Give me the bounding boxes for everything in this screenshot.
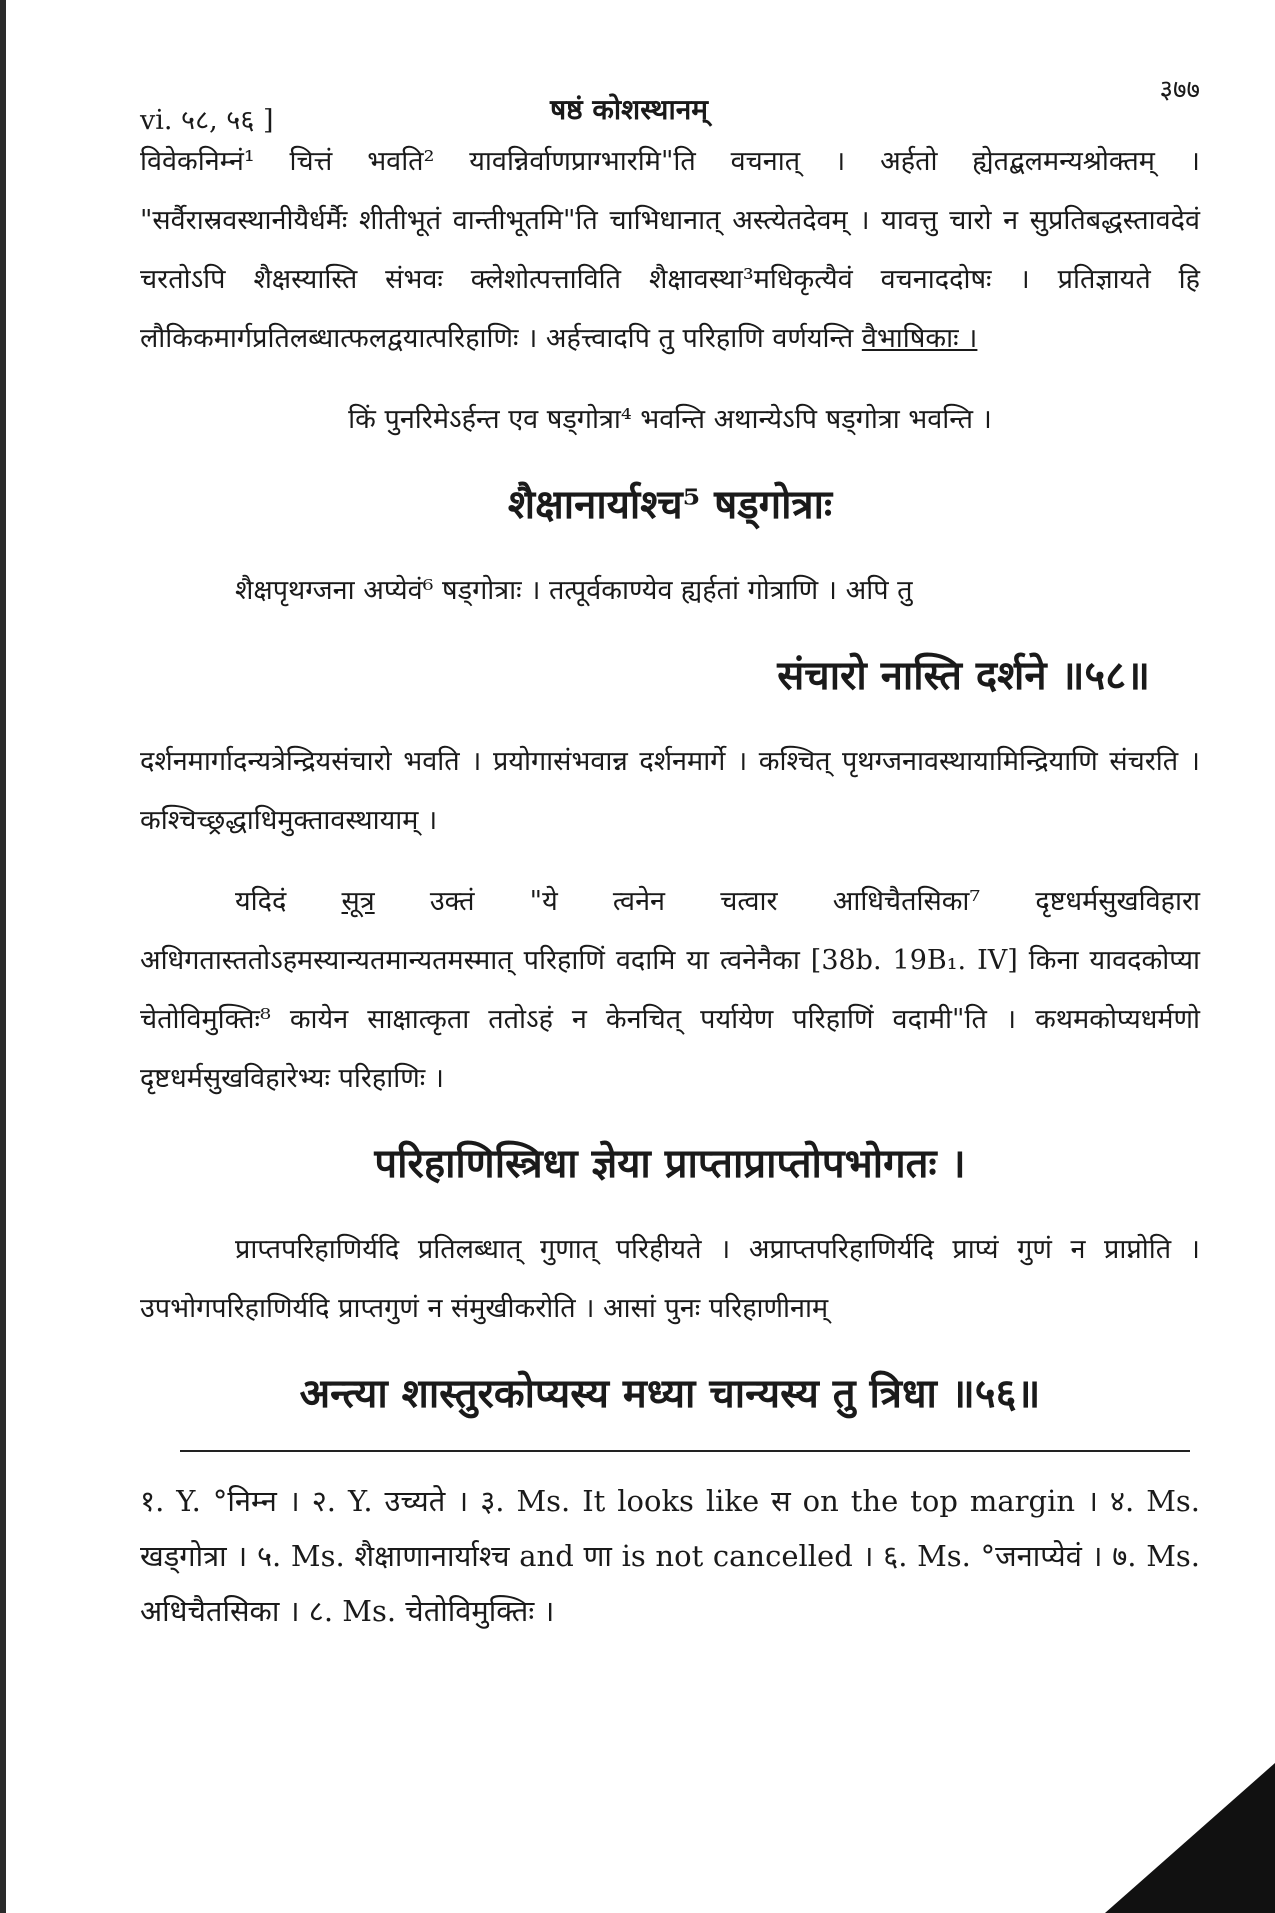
paragraph-5	[140, 872, 1200, 1108]
page	[140, 60, 1200, 1639]
paragraph-1-underlined: वैभाषिकाः ।	[861, 323, 978, 354]
paragraph-5-start: यदिदं	[235, 886, 342, 917]
paragraph-5-underlined: सूत्र	[341, 886, 375, 917]
verse-4: अन्त्या शास्तुरकोप्यस्य मध्या चान्यस्य तु त्रिधा ॥५६॥	[299, 1370, 1041, 1417]
running-title: षष्ठं कोशस्थानम्	[550, 93, 708, 126]
paragraph-5-rest: उक्तं "ये त्वनेन चत्वार आधिचैतसिका⁷ दृष्टधर्मसुखविहारा अधिगतास्ततोऽहमस्यान्यतमान्यतमस्मात् परिहाणिं वदामि या त्वनेनैका [38b. 19B₁. IV] किना यावदकोप्या चेतोविमुक्तिः⁸ कायेन साक्षात्कृता ततोऽहं न केनचित् पर्यायेण परिहाणिं वदामी"ति । कथमकोप्यधर्मणो दृष्टधर्मसुखविहारेभ्यः परिहाणिः ।	[140, 886, 1200, 1094]
page-header	[140, 60, 1200, 136]
paragraph-1-tail: अर्हत्त्वादपि तु परिहाणि वर्णयन्ति	[545, 323, 862, 354]
page-left-edge	[0, 0, 6, 1913]
paragraph-1-text: विवेकनिम्नं¹ चित्तं भवति² यावन्निर्वाणप्राग्भारमि"ति वचनात् । अर्हतो ह्येतद्बलमन्यश्रोक्तम् । "सर्वैरास्रवस्थानीयैर्धर्मैः शीतीभूतं वान्तीभूतमि"ति चाभिधानात् अस्त्येतदेवम् । यावत्तु चारो न सुप्रतिबद्धस्तावदेवं चरतोऽपि शैक्षस्यास्ति संभवः क्लेशोत्पत्ताविति शैक्षावस्था³मधिकृत्यैवं वचनाददोषः । प्रतिज्ञायते हि लौकिकमार्गप्रतिलब्धात्फलद्वयात्परिहाणिः ।	[140, 146, 1200, 354]
paragraph-6: प्राप्तपरिहाणिर्यदि प्रतिलब्धात् गुणात् परिहीयते । अप्राप्तपरिहाणिर्यदि प्राप्यं गुणं न प्राप्नोति । उपभोगपरिहाणिर्यदि प्राप्तगुणं न संमुखीकरोति । आसां पुनः परिहाणीनाम्	[140, 1234, 1200, 1324]
paragraph-3: शैक्षपृथग्जना अप्येवं⁶ षड्गोत्राः । तत्पूर्वकाण्येव ह्यर्हतां गोत्राणि । अपि तु	[235, 575, 913, 606]
footnote-rule	[180, 1450, 1190, 1452]
paragraph-4: दर्शनमार्गादन्यत्रेन्द्रियसंचारो भवति । प्रयोगासंभवान्न दर्शनमार्गे । कश्चित् पृथग्जनावस्थायामिन्द्रियाणि संचरति । कश्चिच्छ्रद्धाधिमुक्तावस्थायाम् ।	[140, 746, 1200, 836]
page-number: ३७७	[1159, 75, 1200, 105]
verse-2: संचारो नास्ति दर्शने ॥५८॥	[777, 652, 1150, 699]
verse-3: परिहाणिस्त्रिधा ज्ञेया प्राप्ताप्राप्तोपभोगतः ।	[374, 1140, 966, 1187]
running-head: vi. ५८, ५६ ]	[140, 105, 274, 136]
verse-1: शैक्षानार्याश्च⁵ षड्गोत्राः	[507, 481, 833, 528]
page-corner-shadow	[1105, 1763, 1275, 1913]
footnotes: १. Y. °निम्न । २. Y. उच्यते । ३. Ms. It looks like स on the top margin । ४. Ms. खड्गोत्रा । ५. Ms. शैक्षाणानार्याश्च and णा is not cancelled । ६. Ms. °जनाप्येवं । ७. Ms. अधिचैतसिका । ८. Ms. चेतोविमुक्तिः ।	[140, 1484, 1200, 1628]
paragraph-2: किं पुनरिमेऽर्हन्त एव षड्गोत्रा⁴ भवन्ति अथान्येऽपि षड्गोत्रा भवन्ति ।	[348, 404, 992, 435]
paragraph-1	[140, 132, 1200, 368]
